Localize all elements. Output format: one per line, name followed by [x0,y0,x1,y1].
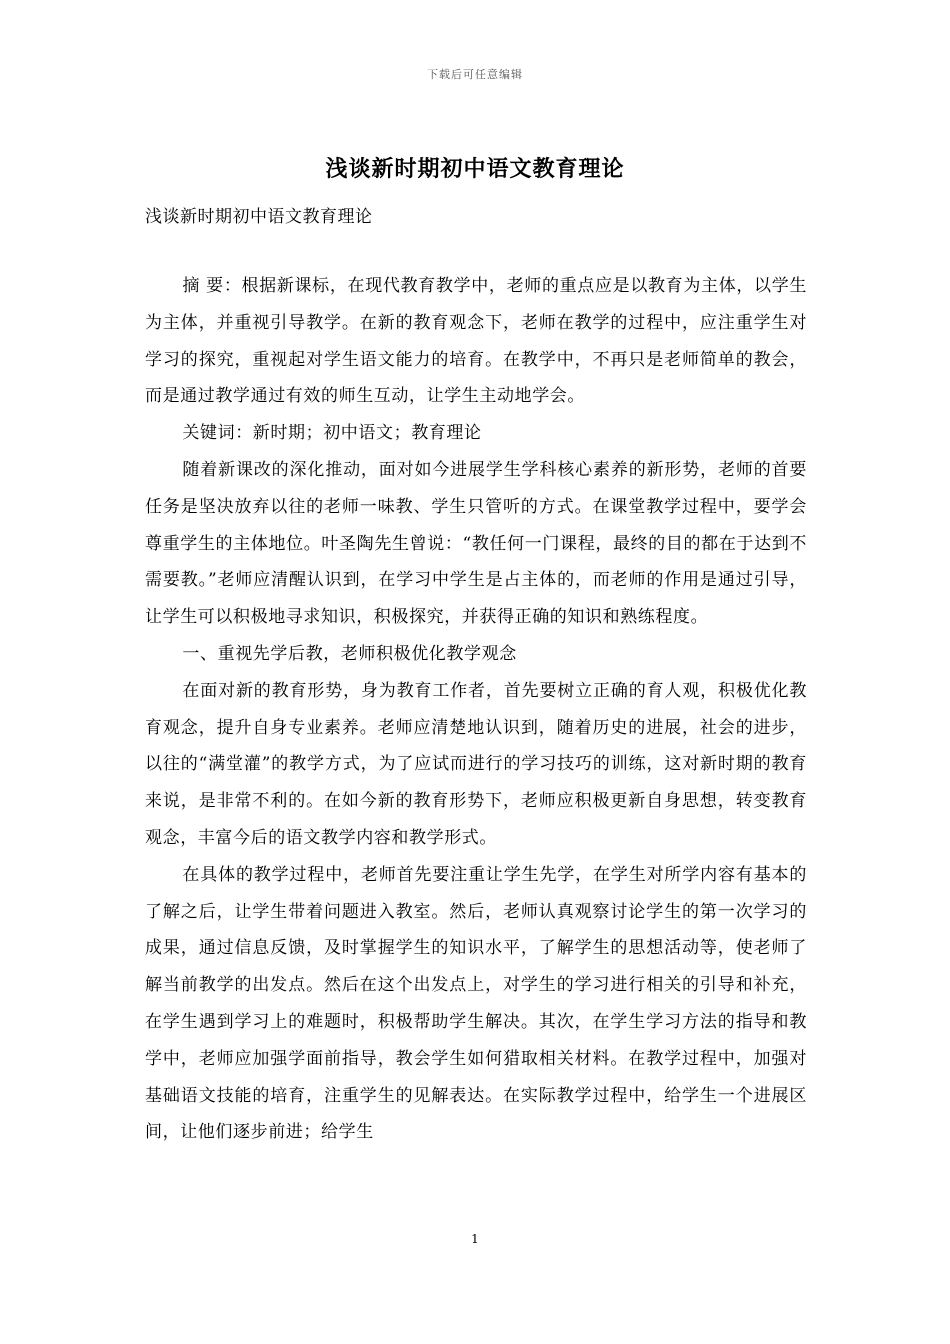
abstract-paragraph: 摘 要：根据新课标，在现代教育教学中，老师的重点应是以教育为主体，以学生为主体，并重视引导教学。在新的教育观念下，老师在教学的过程中，应注重学生对学习的探究，重视起对学生语文能力的培育。在教学中，不再只是老师简单的教会，而是通过教学通过有效的师生互动，让学生主动地学会。 [145,276,807,407]
intro-paragraph: 随着新课改的深化推动，面对如今进展学生学科核心素养的新形势，老师的首要任务是坚决放弃以往的老师一味教、学生只管听的方式。在课堂教学过程中，要学会尊重学生的主体地位。叶圣陶先生曾说：“教任何一门课程，最终的目的都在于达到不需要教。”老师应清醒认识到，在学习中学生是占主体的，而老师的作用是通过引导，让学生可以积极地寻求知识，积极探究，并获得正确的知识和熟练程度。 [145,459,807,628]
body-paragraph: 在具体的教学过程中，老师首先要注重让学生先学，在学生对所学内容有基本的了解之后，让学生带着问题进入教室。然后，老师认真观察讨论学生的第一次学习的成果，通过信息反馈，及时掌握学生的知识水平，了解学生的思想活动等，使老师了解当前教学的出发点。然后在这个出发点上，对学生的学习进行相关的引导和补充，在学生遇到学习上的难题时，积极帮助学生解决。其次，在学生学习方法的指导和教学中，老师应加强学面前指导，教会学生如何猎取相关材料。在教学过程中，加强对基础语文技能的培育，注重学生的见解表达。在实际教学过程中，给学生一个进展区间，让他们逐步前进；给学生 [145,864,807,1143]
page-number: 1 [471,1232,479,1246]
keywords-paragraph: 关键词：新时期；初中语文；教育理论 [182,423,482,444]
document-body [145,268,807,1151]
document-subtitle: 浅谈新时期初中语文教育理论 [145,207,373,227]
header-note: 下载后可任意编辑 [427,68,523,81]
section-heading-1: 一、重视先学后教，老师积极优化教学观念 [182,643,517,664]
document-title: 浅谈新时期初中语文教育理论 [325,156,625,182]
body-paragraph: 在面对新的教育形势，身为教育工作者，首先要树立正确的育人观，积极优化教育观念，提升自身专业素养。老师应清楚地认识到，随着历史的进展，社会的进步，以往的“满堂灌”的教学方式，为了应试而进行的学习技巧的训练，这对新时期的教育来说，是非常不利的。在如今新的教育形势下，老师应积极更新自身思想，转变教育观念，丰富今后的语文教学内容和教学形式。 [145,680,807,848]
